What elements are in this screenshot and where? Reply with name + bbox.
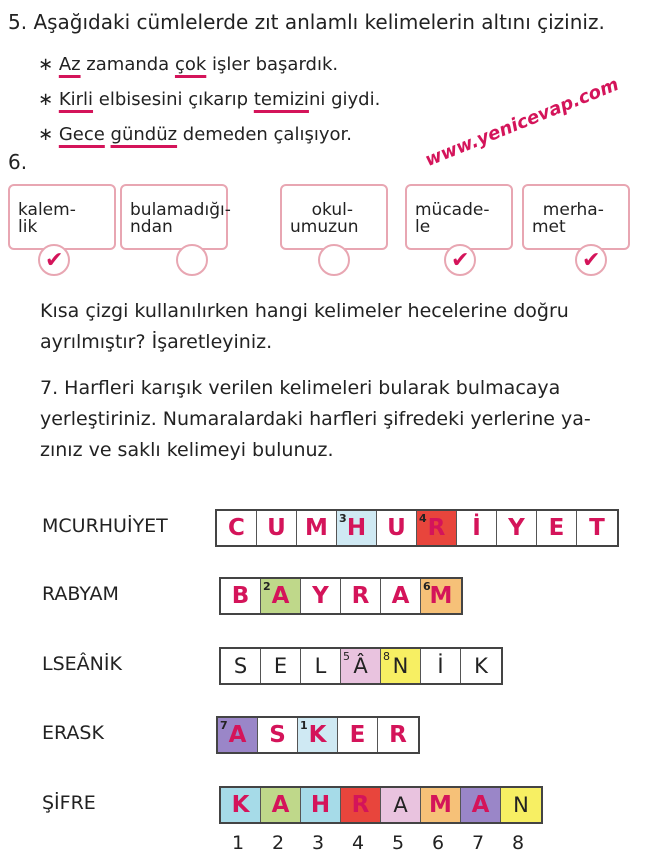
cell-letter: K — [231, 792, 250, 818]
bullet-mark: ∗ — [38, 89, 59, 110]
cell-letter: A — [228, 722, 247, 748]
letter-cell[interactable] — [577, 511, 617, 545]
letter-cell[interactable] — [258, 718, 298, 752]
q6-number: 6. — [8, 150, 28, 174]
letter-cell[interactable] — [301, 579, 341, 613]
cipher-position-number: 5 — [392, 832, 405, 854]
cell-letter: C — [228, 515, 245, 541]
cell-number: 5 — [343, 650, 350, 663]
q7-line: zınız ve saklı kelimeyi bulunuz. — [40, 439, 334, 461]
letter-cell[interactable] — [497, 511, 537, 545]
q7-line: 7. Harfleri karışık verilen kelimeleri bularak bulmacaya — [40, 377, 561, 399]
antonym-word: Kirli — [58, 89, 94, 110]
cell-letter: A — [471, 792, 490, 818]
bullet-mark: ∗ — [38, 124, 59, 145]
letter-cell[interactable] — [261, 649, 301, 683]
cell-letter: S — [269, 722, 286, 748]
letter-cell[interactable] — [338, 718, 378, 752]
q5-line-2 — [38, 89, 380, 110]
cell-letter: İ — [472, 515, 481, 541]
cell-letter: K — [308, 722, 327, 748]
letter-cell[interactable] — [341, 649, 381, 683]
cell-letter: M — [305, 515, 328, 541]
cell-letter: H — [346, 515, 367, 541]
letter-cell[interactable] — [221, 649, 261, 683]
scrambled-word-label: RABYAM — [42, 583, 119, 605]
checkmark-icon: ✔ — [45, 248, 64, 273]
cell-number: 2 — [263, 580, 271, 593]
q7-instructions — [40, 373, 591, 466]
cell-letter: Y — [508, 515, 525, 541]
sentence-text: elbisesini çıkarıp — [93, 89, 254, 110]
letter-cell[interactable] — [537, 511, 577, 545]
cell-letter: K — [474, 654, 488, 678]
cell-letter: L — [314, 654, 327, 678]
letter-cell[interactable] — [301, 788, 341, 822]
cell-number: 8 — [383, 650, 390, 663]
sentence-text: ni giydi. — [308, 89, 381, 110]
cell-letter: E — [349, 722, 366, 748]
word-card-text: okul- umuzun — [290, 200, 359, 237]
word-card-text: mücade- le — [415, 200, 490, 237]
checkmark-icon: ✔ — [451, 248, 470, 273]
cipher-position-number: 2 — [272, 832, 285, 854]
letter-cell[interactable] — [297, 511, 337, 545]
cipher-position-number: 7 — [472, 832, 485, 854]
letter-cell[interactable] — [421, 579, 461, 613]
antonym-word: temizi — [253, 89, 309, 110]
letter-cell[interactable] — [218, 718, 258, 752]
cell-number: 1 — [300, 719, 308, 732]
answer-checkbox[interactable] — [575, 244, 607, 276]
word-card — [522, 184, 630, 250]
sentence-text: işler başardık. — [206, 54, 339, 75]
letter-cell[interactable] — [501, 788, 541, 822]
cell-letter: E — [273, 654, 288, 678]
word-card — [280, 184, 388, 250]
scrambled-word-label: ERASK — [42, 722, 104, 744]
q5-line-1 — [38, 54, 338, 75]
cipher-position-number: 4 — [352, 832, 365, 854]
letter-cell[interactable] — [381, 649, 421, 683]
answer-row — [216, 716, 420, 754]
letter-cell[interactable] — [261, 788, 301, 822]
letter-cell[interactable] — [377, 511, 417, 545]
answer-row — [219, 786, 543, 824]
q5-line-3 — [38, 124, 352, 145]
cell-number: 6 — [423, 580, 431, 593]
antonym-word: çok — [174, 54, 207, 75]
cell-number: 7 — [220, 719, 228, 732]
cell-letter: Â — [353, 654, 368, 678]
answer-checkbox[interactable] — [176, 244, 208, 276]
q6-question — [40, 296, 569, 358]
sentence-text: zamanda — [80, 54, 175, 75]
cell-number: 4 — [419, 512, 427, 525]
cell-letter: R — [351, 792, 370, 818]
cell-letter: A — [393, 793, 408, 817]
cell-letter: A — [391, 583, 410, 609]
cell-letter: R — [427, 515, 446, 541]
cipher-position-number: 3 — [312, 832, 325, 854]
letter-cell[interactable] — [261, 579, 301, 613]
answer-row — [219, 647, 503, 685]
q6-question-line: Kısa çizgi kullanılırken hangi kelimeler hecelerine doğru — [40, 300, 569, 322]
cell-letter: H — [310, 792, 331, 818]
cell-letter: Y — [312, 583, 329, 609]
letter-cell[interactable] — [337, 511, 377, 545]
q7-line: yerleştiriniz. Numaralardaki harfleri şifredeki yerlerine ya- — [40, 408, 591, 430]
letter-cell[interactable] — [378, 718, 418, 752]
letter-cell[interactable] — [457, 511, 497, 545]
checkmark-icon: ✔ — [582, 248, 601, 273]
letter-cell[interactable] — [217, 511, 257, 545]
bullet-mark: ∗ — [38, 54, 59, 75]
q5-title: 5. Aşağıdaki cümlelerde zıt anlamlı kelimelerin altını çiziniz. — [8, 10, 605, 34]
letter-cell[interactable] — [298, 718, 338, 752]
cell-letter: A — [271, 583, 290, 609]
cell-letter: S — [233, 654, 248, 678]
letter-cell[interactable] — [221, 579, 261, 613]
word-card-text: kalem- lik — [18, 200, 76, 237]
answer-checkbox[interactable] — [38, 244, 70, 276]
watermark: www.yenicevap.com — [422, 74, 622, 171]
letter-cell[interactable] — [381, 788, 421, 822]
letter-cell[interactable] — [341, 788, 381, 822]
cell-letter: R — [389, 722, 407, 748]
letter-cell[interactable] — [421, 649, 461, 683]
letter-cell[interactable] — [381, 579, 421, 613]
scrambled-word-label: MCURHUİYET — [42, 515, 168, 537]
cell-letter: B — [231, 583, 250, 609]
cipher-position-number: 1 — [232, 832, 245, 854]
cell-letter: T — [589, 515, 605, 541]
cell-letter: İ — [437, 654, 444, 678]
antonym-word: Az — [58, 54, 81, 75]
letter-cell[interactable] — [461, 649, 501, 683]
cell-letter: U — [267, 515, 286, 541]
cell-letter: E — [548, 515, 565, 541]
letter-cell[interactable] — [301, 649, 341, 683]
cipher-position-number: 6 — [432, 832, 445, 854]
answer-checkbox[interactable] — [318, 244, 350, 276]
answer-checkbox[interactable] — [444, 244, 476, 276]
cell-letter: N — [513, 793, 529, 817]
cell-letter: M — [429, 792, 452, 818]
scrambled-word-label: LSEÂNİK — [42, 653, 122, 675]
word-card-text: merha- met — [532, 200, 604, 237]
cell-letter: R — [351, 583, 370, 609]
letter-cell[interactable] — [417, 511, 457, 545]
letter-cell[interactable] — [421, 788, 461, 822]
scrambled-word-label: ŞİFRE — [42, 792, 96, 814]
answer-row — [215, 509, 619, 547]
antonym-word: Gece — [58, 124, 105, 145]
sentence-text: demeden çalışıyor. — [177, 124, 352, 145]
letter-cell[interactable] — [221, 788, 261, 822]
word-card-text: bulamadığı- ndan — [130, 200, 231, 237]
cell-letter: U — [387, 515, 406, 541]
cell-number: 3 — [339, 512, 347, 525]
cell-letter: M — [429, 583, 453, 609]
cell-letter: A — [271, 792, 290, 818]
word-card — [120, 184, 231, 250]
letter-cell[interactable] — [341, 579, 381, 613]
word-card — [405, 184, 513, 250]
letter-cell[interactable] — [461, 788, 501, 822]
q6-question-line: ayrılmıştır? İşaretleyiniz. — [40, 331, 273, 353]
antonym-word: gündüz — [110, 124, 178, 145]
cipher-position-number: 8 — [512, 832, 525, 854]
cell-letter: N — [392, 654, 409, 678]
answer-row — [219, 577, 463, 615]
letter-cell[interactable] — [257, 511, 297, 545]
word-card — [8, 184, 116, 250]
